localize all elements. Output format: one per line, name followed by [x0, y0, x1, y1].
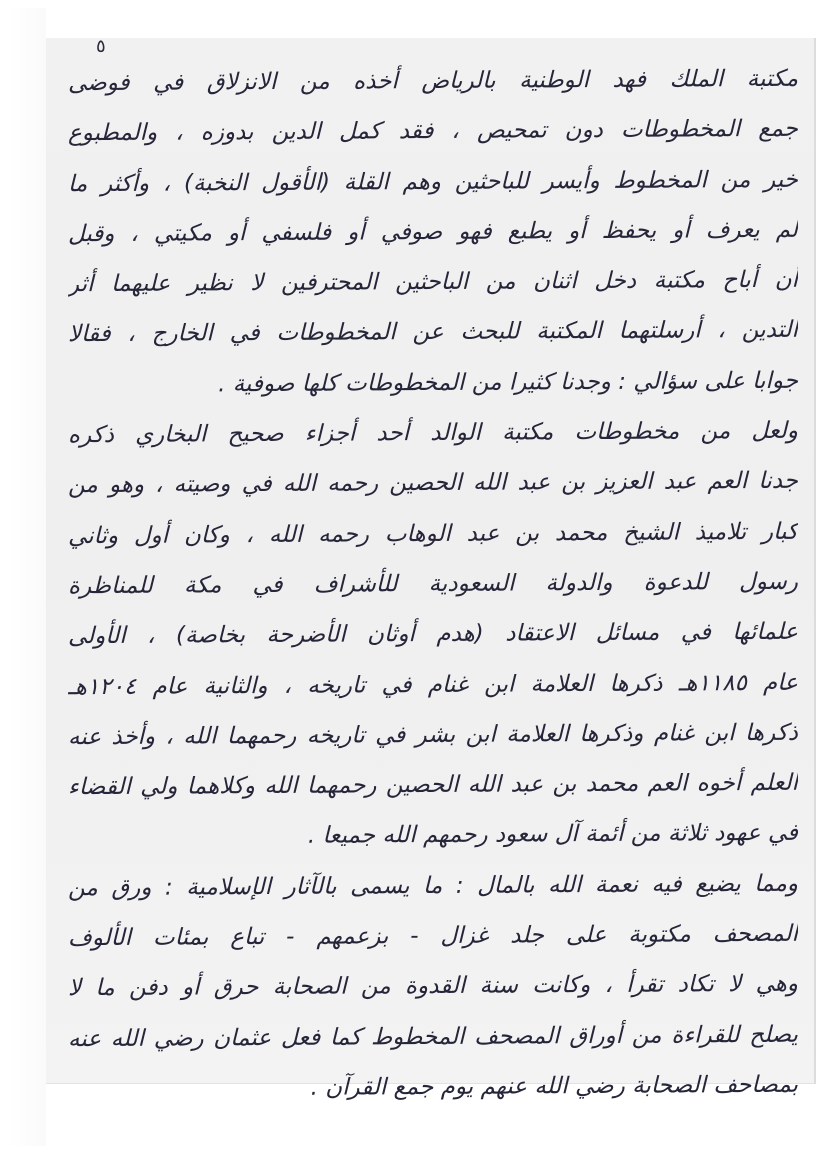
text-line: التدين ، أرسلتهما المكتبة للبحث عن المخطوطات في الخارج ، فقالا [67, 317, 799, 348]
text-line: جوابا على سؤالي : وجدنا كثيرا من المخطوطات كلها صوفية . [217, 367, 799, 398]
text-line: لم يعرف أو يحفظ أو يطبع فهو صوفي أو فلسفي أو مكيتي ، وقبل [67, 216, 799, 248]
text-line: المصحف مكتوبة على جلد غزال - بزعمهم - تباع بمئات الألوف [67, 920, 799, 952]
document-page [8, 8, 820, 1146]
text-line: يصلح للقراءة من أوراق المصحف المخطوط كما فعل عثمان رضي الله عنه [67, 1021, 799, 1052]
text-line: العلم أخوه العم محمد بن عبد الله الحصين رحمهما الله وكلاهما ولي القضاء [67, 769, 799, 801]
text-line: ولعل من مخطوطات مكتبة الوالد أحد أجزاء صحيح البخاري ذكره [67, 417, 799, 449]
page-edge [8, 8, 46, 1146]
text-line: جمع المخطوطات دون تمحيص ، فقد كمل الدين بدوزه ، والمطبوع [67, 116, 799, 147]
text-line: مكتبة الملك فهد الوطنية بالرياض أخذه من الانزلاق في فوضى [67, 65, 799, 97]
text-line: علمائها في مسائل الاعتقاد (هدم أوثان الأضرحة بخاصة) ، الأولى [67, 619, 799, 650]
text-line: رسول للدعوة والدولة السعودية للأشراف في مكة للمناظرة [67, 568, 799, 600]
text-line: ذكرها ابن غنام وذكرها العلامة ابن بشر في تاريخه رحمهما الله ، وأخذ عنه [67, 719, 799, 751]
text-line: جدنا العم عبد العزيز بن عبد الله الحصين رحمه الله في وصيته ، وهو من [67, 468, 799, 499]
page-number: ٥ [96, 36, 106, 57]
text-line: عام ١١٨٥هـ ذكرها العلامة ابن غنام في تاريخه ، والثانية عام ١٢٠٤هـ [67, 669, 799, 700]
text-line: ومما يضيع فيه نعمة الله بالمال : ما يسمى بالآثار الإسلامية : ورق من [67, 870, 799, 901]
handwritten-text-body [68, 56, 798, 1112]
text-line: كبار تلاميذ الشيخ محمد بن عبد الوهاب رحمه الله ، وكان أول وثاني [67, 518, 799, 549]
text-line: وهي لا تكاد تقرأ ، وكانت سنة القدوة من الصحابة حرق أو دفن ما لا [67, 971, 799, 1002]
text-line: خير من المخطوط وأيسر للباحثين وهم القلة (الأقول النخبة) ، وأكثر ما [67, 166, 799, 197]
text-line: بمصاحف الصحابة رضي الله عنهم يوم جمع القرآن . [310, 1071, 799, 1101]
text-line: أن أباح مكتبة دخل اثنان من الباحثين المحترفين لا نظير عليهما أثر [67, 266, 799, 298]
text-line: في عهود ثلاثة من أئمة آل سعود رحمهم الله جميعا . [307, 820, 799, 850]
